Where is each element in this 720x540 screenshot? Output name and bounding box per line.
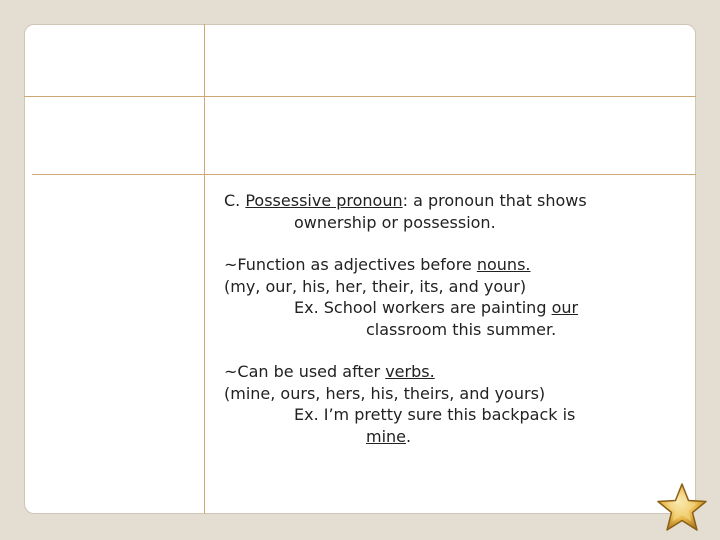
keyword-verbs: verbs. <box>385 362 435 381</box>
keyword-nouns: nouns. <box>476 255 531 274</box>
term-possessive-pronoun: Possessive pronoun <box>245 191 403 210</box>
rule2-intro: ~Can be used after verbs. <box>224 362 435 381</box>
keyword-our: our <box>551 298 579 317</box>
rule1-example-line-2: classroom this summer. <box>366 319 557 339</box>
rule2-example-line-1: Ex. I’m pretty sure this backpack is <box>294 405 576 424</box>
gold-star-icon <box>656 482 708 534</box>
rule2-examples: (mine, ours, hers, his, theirs, and yours) <box>224 383 546 403</box>
rule1-intro: ~Function as adjectives before nouns. <box>224 255 531 274</box>
rule2-example-line-2: mine. <box>366 426 412 446</box>
horizontal-divider-top <box>24 96 696 97</box>
definition-line-2: ownership or possession. <box>294 212 496 232</box>
rule1-examples: (my, our, his, her, their, its, and your) <box>224 276 527 296</box>
slide-body-text <box>224 190 664 447</box>
rule1-example-line-1: Ex. School workers are painting our <box>294 298 579 317</box>
horizontal-divider-middle <box>32 174 696 175</box>
keyword-mine: mine <box>366 426 407 446</box>
vertical-divider <box>204 24 205 514</box>
definition-line-1: C. Possessive pronoun: a pronoun that shows <box>224 191 587 210</box>
